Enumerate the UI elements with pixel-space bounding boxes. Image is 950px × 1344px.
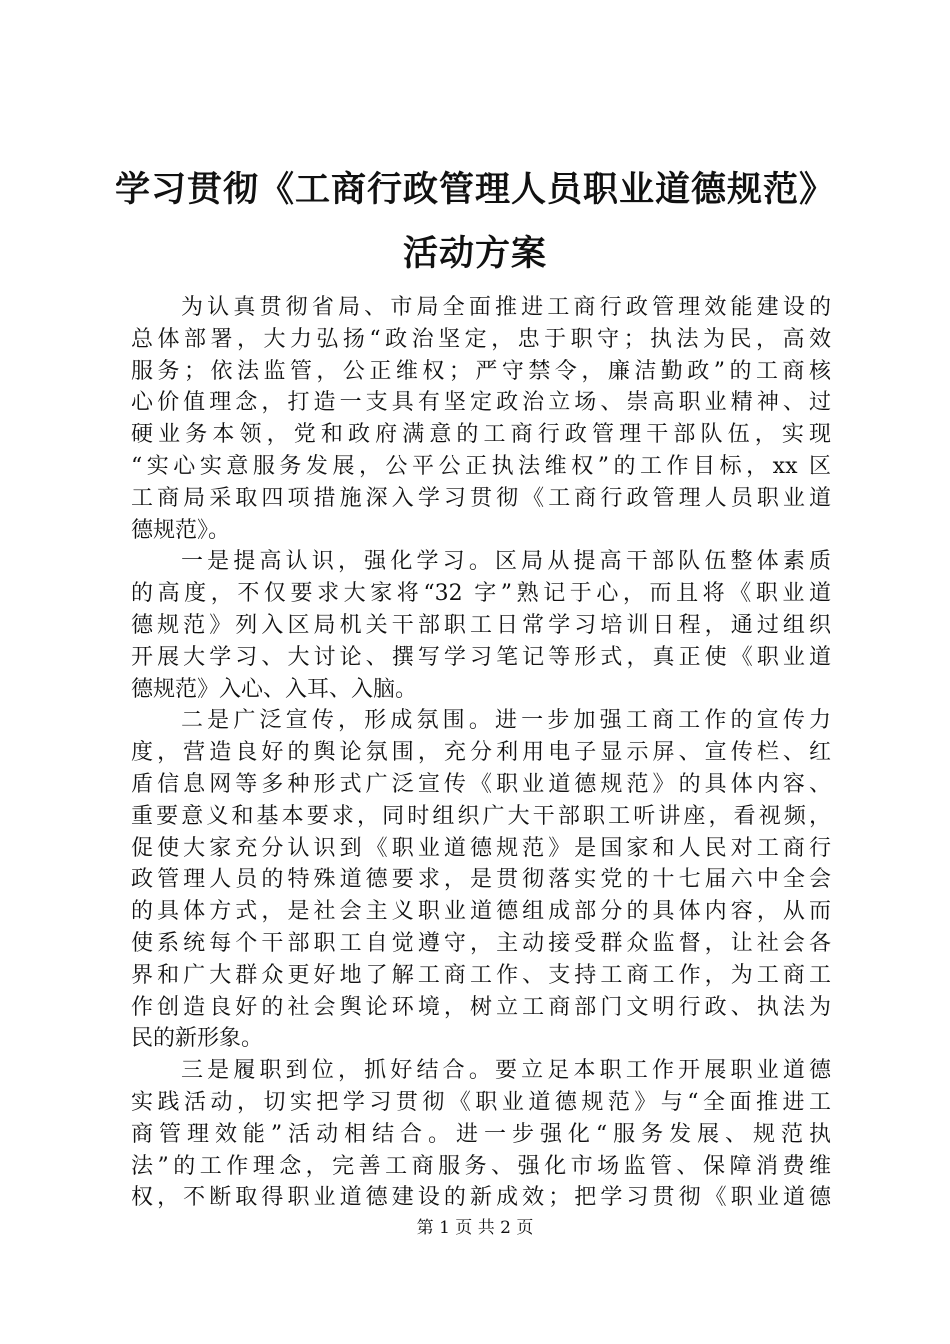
body-line: 使系统每个干部职工自觉遵守，主动接受群众监督，让社会各: [131, 930, 831, 956]
body-line: 界和广大群众更好地了解工商工作、支持工商工作，为工商工: [131, 962, 831, 988]
body-line: 民的新形象。: [131, 1026, 264, 1052]
document-title-line-1: 学习贯彻《工商行政管理人员职业道德规范》: [114, 169, 835, 210]
document-title-line-2: 活动方案: [402, 233, 547, 274]
body-line: 德规范》列入区局机关干部职工日常学习培训日程，通过组织: [131, 612, 831, 638]
body-line: 作创造良好的社会舆论环境，树立工商部门文明行政、执法为: [131, 994, 831, 1020]
document-body: [131, 292, 831, 1214]
body-line: 权，不断取得职业道德建设的新成效；把学习贯彻《职业道德: [131, 1185, 831, 1211]
body-line: 心价值理念，打造一支具有坚定政治立场、崇高职业精神、过: [131, 390, 831, 416]
body-line: 法”的工作理念，完善工商服务、强化市场监管、保障消费维: [131, 1153, 831, 1179]
body-line: 一是提高认识，强化学习。区局从提高干部队伍整体素质: [181, 549, 831, 575]
body-line: 工商局采取四项措施深入学习贯彻《工商行政管理人员职业道: [131, 485, 831, 511]
body-line: 的具体方式，是社会主义职业道德组成部分的具体内容，从而: [131, 899, 831, 925]
body-line: 为认真贯彻省局、市局全面推进工商行政管理效能建设的: [181, 295, 831, 320]
body-line: 服务；依法监管，公正维权；严守禁令，廉洁勤政”的工商核: [131, 358, 831, 384]
body-line: 三是履职到位，抓好结合。要立足本职工作开展职业道德: [181, 1058, 831, 1084]
body-line: 的高度，不仅要求大家将“32 字”熟记于心，而且将《职业道: [131, 581, 831, 607]
body-line: 政管理人员的特殊道德要求，是贯彻落实党的十七届六中全会: [131, 867, 831, 893]
body-line: 商管理效能”活动相结合。进一步强化“服务发展、规范执: [131, 1121, 831, 1147]
body-line: 开展大学习、大讨论、撰写学习笔记等形式，真正使《职业道: [131, 644, 831, 670]
body-line: 盾信息网等多种形式广泛宣传《职业道德规范》的具体内容、: [131, 771, 831, 797]
body-line: 德规范》入心、入耳、入脑。: [131, 676, 418, 702]
body-line: 重要意义和基本要求，同时组织广大干部职工听讲座，看视频，: [131, 803, 831, 829]
body-line: 度，营造良好的舆论氛围，充分利用电子显示屏、宣传栏、红: [131, 740, 831, 766]
body-line: 促使大家充分认识到《职业道德规范》是国家和人民对工商行: [131, 835, 831, 861]
body-line: “实心实意服务发展，公平公正执法维权”的工作目标，xx 区: [131, 453, 831, 479]
body-line: 总体部署，大力弘扬“政治坚定，忠于职守；执法为民，高效: [131, 326, 831, 352]
body-line: 硬业务本领，党和政府满意的工商行政管理干部队伍，实现: [131, 422, 831, 448]
body-line: 实践活动，切实把学习贯彻《职业道德规范》与“全面推进工: [131, 1089, 831, 1115]
page-number-footer: 第 1 页 共 2 页: [416, 1218, 534, 1238]
body-line: 德规范》。: [131, 517, 231, 543]
body-line: 二是广泛宣传，形成氛围。进一步加强工商工作的宣传力: [181, 708, 831, 734]
